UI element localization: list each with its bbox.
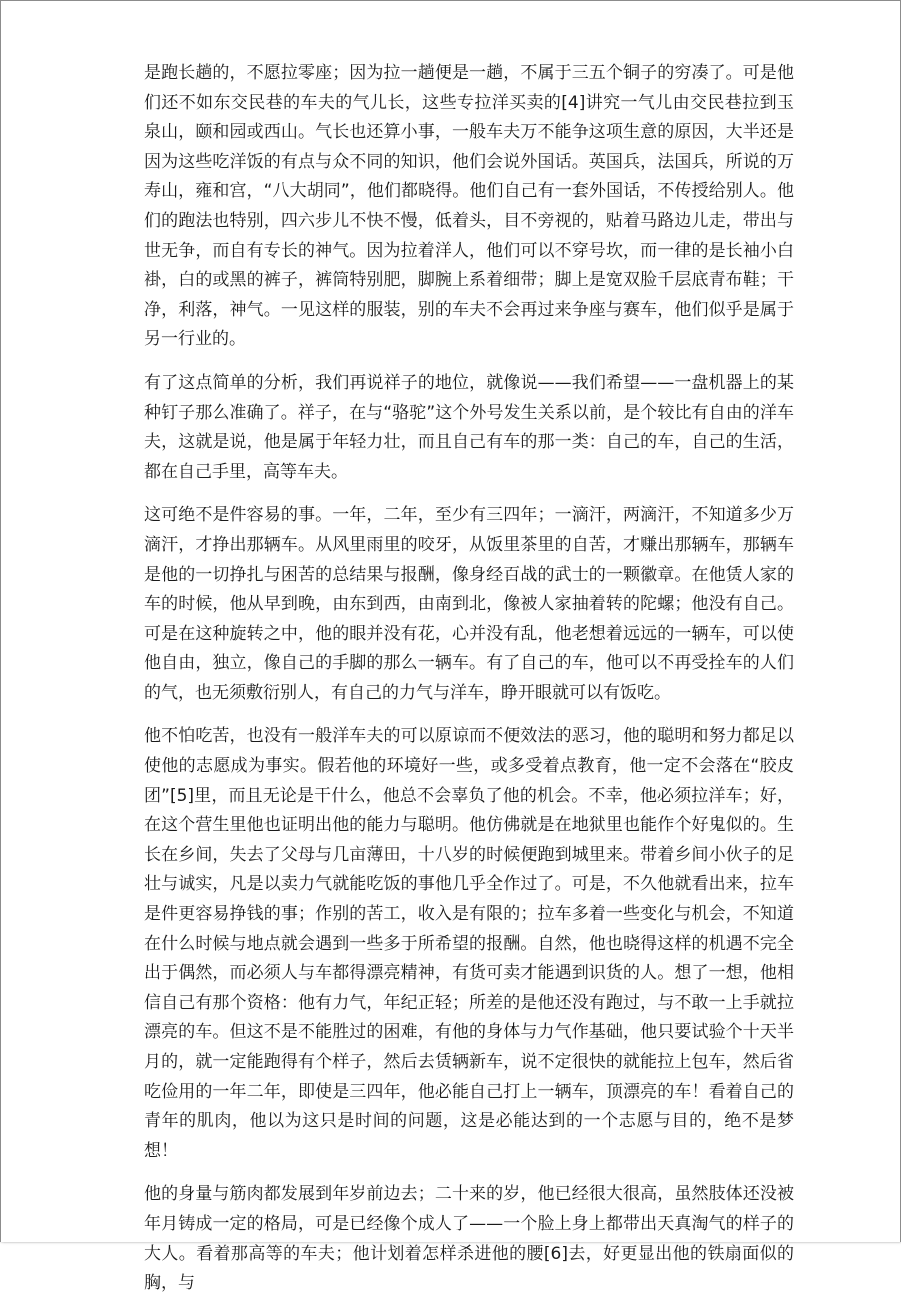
paragraph-3: 这可绝不是件容易的事。一年，二年，至少有三四年；一滴汗，两滴汗，不知道多少万滴汗，才挣出那辆车。从风里雨里的咬牙，从饭里茶里的自苦，才赚出那辆车，那辆车是他的一切挣扎与困苦的总结果与报酬，像身经百战的武士的一颗徽章。在他赁人家的车的时候，他从早到晚，由东到西，由南到北，像被人家抽着转的陀螺；他没有自己。可是在这种旋转之中，他的眼并没有花，心并没有乱，他老想着远远的一辆车，可以使他自由，独立，像自己的手脚的那么一辆车。有了自己的车，他可以不再受拴车的人们的气，也无须敷衍别人，有自己的力气与洋车，睁开眼就可以有饭吃。 [144, 505, 794, 703]
paragraph-2: 有了这点简单的分析，我们再说祥子的地位，就像说——我们希望——一盘机器上的某种钉子那么准确了。祥子，在与“骆驼”这个外号发生关系以前，是个较比有自由的洋车夫，这就是说，他是属于年轻力壮，而且自己有车的那一类：自己的车，自己的生活，都在自己手里，高等车夫。 [144, 372, 794, 482]
paragraph-4: 他不怕吃苦，也没有一般洋车夫的可以原谅而不便效法的恶习，他的聪明和努力都足以使他的志愿成为事实。假若他的环境好一些，或多受着点教育，他一定不会落在“胶皮团”[5]里，而且无论是干什么，他总不会辜负了他的机会。不幸，他必须拉洋车；好，在这个营生里他也证明出他的能力与聪明。他仿佛就是在地狱里也能作个好鬼似的。生长在乡间，失去了父母与几亩薄田，十八岁的时候便跑到城里来。带着乡间小伙子的足壮与诚实，凡是以卖力气就能吃饭的事他几乎全作过了。可是，不久他就看出来，拉车是件更容易挣钱的事；作别的苦工，收入是有限的；拉车多着一些变化与机会，不知道在什么时候与地点就会遇到一些多于所希望的报酬。自然，他也晓得这样的机遇不完全出于偶然，而必须人与车都得漂亮精神，有货可卖才能遇到识货的人。想了一想，他相信自己有那个资格：他有力气，年纪正轻；所差的是他还没有跑过，与不敢一上手就拉漂亮的车。但这不是不能胜过的困难，有他的身体与力气作基础，他只要试验个十天半月的，就一定能跑得有个样子，然后去赁辆新车，说不定很快的就能拉上包车，然后省吃俭用的一年二年，即使是三四年，他必能自己打上一辆车，顶漂亮的车！看着自己的青年的肌肉，他以为这只是时间的问题，这是必能达到的一个志愿与目的，绝不是梦想！ [144, 726, 794, 1161]
document-body [144, 59, 794, 1313]
paragraph-5: 他的身量与筋肉都发展到年岁前边去；二十来的岁，他已经很大很高，虽然肢体还没被年月铸成一定的格局，可是已经像个成人了——一个脸上身上都带出天真淘气的样子的大人。看着那高等的车夫；他计划着怎样杀进他的腰[6]去，好更显出他的铁扇面似的胸，与 [144, 1184, 794, 1294]
paragraph-1: 是跑长趟的，不愿拉零座；因为拉一趟便是一趟，不属于三五个铜子的穷凑了。可是他们还不如东交民巷的车夫的气儿长，这些专拉洋买卖的[4]讲究一气儿由交民巷拉到玉泉山，颐和园或西山。气长也还算小事，一般车夫万不能争这项生意的原因，大半还是因为这些吃洋饭的有点与众不同的知识，他们会说外国话。英国兵，法国兵，所说的万寿山，雍和宫，“八大胡同”，他们都晓得。他们自己有一套外国话，不传授给别人。他们的跑法也特别，四六步儿不快不慢，低着头，目不旁视的，贴着马路边儿走，带出与世无争，而自有专长的神气。因为拉着洋人，他们可以不穿号坎，而一律的是长袖小白褂，白的或黑的裤子，裤筒特别肥，脚腕上系着细带；脚上是宽双脸千层底青布鞋；干净，利落，神气。一见这样的服装，别的车夫不会再过来争座与赛车，他们似乎是属于另一行业的。 [144, 63, 794, 350]
